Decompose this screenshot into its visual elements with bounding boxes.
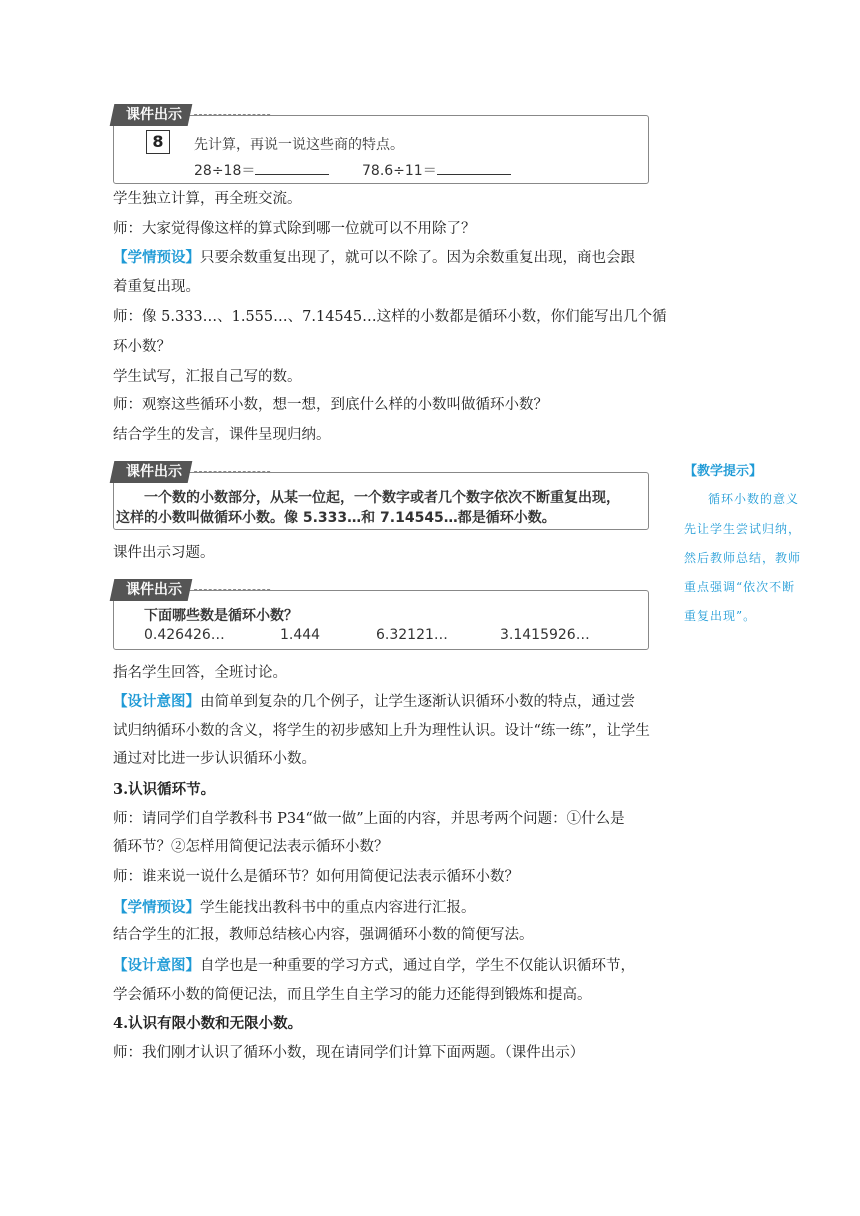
paragraph: 学生独立计算，再全班交流。 xyxy=(113,191,302,207)
section-heading: 3.认识循环节。 xyxy=(113,781,216,798)
definition-line-1: 一个数的小数部分，从某一位起，一个数字或者几个数字依次不断重复出现， xyxy=(144,490,620,506)
sidebar-line: 先让学生尝试归纳， xyxy=(684,522,802,536)
paragraph: 师：谁来说一说什么是循环节？如何用简便记法表示循环小数？ xyxy=(113,869,519,885)
exercise-option: 3.1415926… xyxy=(500,627,590,643)
paragraph: 结合学生的汇报，教师总结核心内容，强调循环小数的简便写法。 xyxy=(113,927,534,943)
sidebar-line: 重复出现”。 xyxy=(684,609,757,623)
label-tag: 【设计意图】 xyxy=(113,693,200,710)
paragraph: 循环节？②怎样用简便记法表示循环小数？ xyxy=(113,839,389,855)
paragraph: 师：我们刚才认识了循环小数，现在请同学们计算下面两题。（课件出示） xyxy=(113,1045,585,1061)
courseware-tag: 课件出示 xyxy=(110,579,193,601)
paragraph: 试归纳循环小数的含义，将学生的初步感知上升为理性认识。设计“练一练”，让学生 xyxy=(113,723,650,739)
example-number: 8 xyxy=(146,130,170,154)
courseware-tag: 课件出示 xyxy=(110,461,193,483)
paragraph: 指名学生回答，全班讨论。 xyxy=(113,665,287,681)
sidebar-line: 然后教师总结，教师 xyxy=(684,551,802,565)
paragraph: 学生试写，汇报自己写的数。 xyxy=(113,369,302,385)
exercise-option: 6.32121… xyxy=(376,627,448,643)
section-heading: 4.认识有限小数和无限小数。 xyxy=(113,1015,303,1032)
paragraph: 【设计意图】自学也是一种重要的学习方式，通过自学，学生不仅能认识循环节， xyxy=(113,957,635,974)
paragraph: 着重复出现。 xyxy=(113,279,200,295)
courseware-tag: 课件出示 xyxy=(110,104,193,126)
exercise-question: 下面哪些数是循环小数？ xyxy=(144,608,298,624)
box-instruction: 先计算，再说一说这些商的特点。 xyxy=(194,137,404,153)
paragraph: 结合学生的发言，课件呈现归纳。 xyxy=(113,427,331,443)
paragraph: 【设计意图】由简单到复杂的几个例子，让学生逐渐认识循环小数的特点，通过尝 xyxy=(113,693,635,710)
paragraph: 课件出示习题。 xyxy=(113,545,215,561)
paragraph: 师：像 5.333…、1.555…、7.14545…这样的小数都是循环小数，你们能写出几个循 xyxy=(113,309,667,325)
courseware-box-2 xyxy=(113,464,649,530)
paragraph: 师：大家觉得像这样的算式除到哪一位就可以不用除了？ xyxy=(113,221,476,237)
definition-line-2: 这样的小数叫做循环小数。像 5.333…和 7.14545…都是循环小数。 xyxy=(116,510,556,526)
paragraph: 环小数？ xyxy=(113,339,171,355)
label-tag: 【学情预设】 xyxy=(113,899,200,916)
sidebar-line: 循环小数的意义 xyxy=(708,492,800,506)
equation-2: 78.6÷11＝ xyxy=(362,160,511,180)
paragraph: 通过对比进一步认识循环小数。 xyxy=(113,751,316,767)
paragraph: 师：请同学们自学教科书 P34“做一做”上面的内容，并思考两个问题：①什么是 xyxy=(113,811,625,827)
courseware-box-1 xyxy=(113,107,649,184)
paragraph: 【学情预设】只要余数重复出现了，就可以不除了。因为余数重复出现，商也会跟 xyxy=(113,249,635,266)
label-tag: 【学情预设】 xyxy=(113,249,200,266)
sidebar-title: 【教学提示】 xyxy=(684,464,763,479)
paragraph: 学会循环小数的简便记法，而且学生自主学习的能力还能得到锻炼和提高。 xyxy=(113,987,592,1003)
equation-1: 28÷18＝ xyxy=(194,160,329,180)
exercise-option: 1.444 xyxy=(280,627,321,643)
sidebar-line: 重点强调“依次不断 xyxy=(684,580,796,594)
paragraph: 师：观察这些循环小数，想一想，到底什么样的小数叫做循环小数？ xyxy=(113,397,548,413)
paragraph: 【学情预设】学生能找出教科书中的重点内容进行汇报。 xyxy=(113,899,476,916)
label-tag: 【设计意图】 xyxy=(113,957,200,974)
courseware-box-3 xyxy=(113,582,649,650)
exercise-option: 0.426426… xyxy=(144,627,225,643)
